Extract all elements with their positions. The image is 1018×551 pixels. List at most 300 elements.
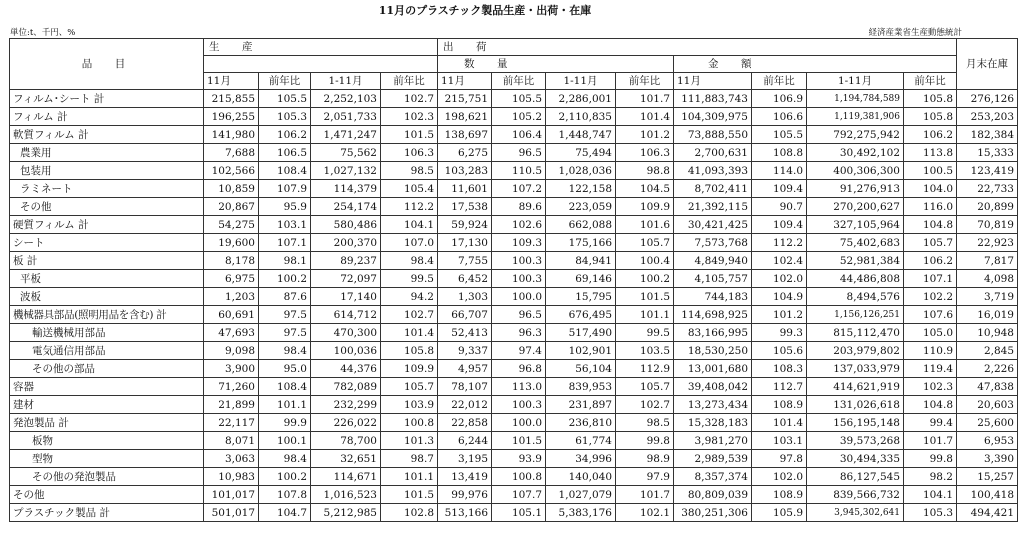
table-cell: 3,063: [204, 450, 259, 468]
header-amt-month: 11月: [674, 73, 752, 90]
table-cell: 101.7: [616, 90, 674, 108]
table-cell: 99.8: [904, 450, 957, 468]
header-prod-cum: 1-11月: [311, 73, 381, 90]
table-cell: 96.5: [492, 306, 546, 324]
table-cell: 10,983: [204, 468, 259, 486]
table-row: [10, 234, 1018, 252]
table-cell: 17,130: [438, 234, 492, 252]
table-cell: 112.7: [752, 378, 807, 396]
table-cell: 100.3: [492, 396, 546, 414]
table-row: [10, 306, 1018, 324]
table-cell: 1,027,079: [546, 486, 616, 504]
table-row: [10, 180, 1018, 198]
table-cell: 72,097: [311, 270, 381, 288]
table-cell: 16,019: [957, 306, 1018, 324]
table-cell: 110.9: [904, 342, 957, 360]
table-cell: 102.3: [904, 378, 957, 396]
table-cell: 517,490: [546, 324, 616, 342]
table-cell: 101.5: [381, 126, 438, 144]
table-row: [10, 270, 1018, 288]
header-qty-month: 11月: [438, 73, 492, 90]
table-cell: 8,071: [204, 432, 259, 450]
table-cell: 6,953: [957, 432, 1018, 450]
table-cell: 89.6: [492, 198, 546, 216]
table-cell: 87.6: [259, 288, 311, 306]
table-cell: 13,419: [438, 468, 492, 486]
row-label: 機械器具部品(照明用品を含む) 計: [10, 306, 204, 324]
table-cell: 69,146: [546, 270, 616, 288]
header-qty-cum-yoy: 前年比: [616, 73, 674, 90]
table-cell: 100,036: [311, 342, 381, 360]
table-cell: 60,691: [204, 306, 259, 324]
table-cell: 7,573,768: [674, 234, 752, 252]
table-cell: 3,719: [957, 288, 1018, 306]
table-cell: 108.9: [752, 396, 807, 414]
table-cell: 4,105,757: [674, 270, 752, 288]
table-cell: 96.5: [492, 144, 546, 162]
row-label: 平板: [10, 270, 204, 288]
table-cell: 1,303: [438, 288, 492, 306]
table-row: [10, 144, 1018, 162]
table-cell: 414,621,919: [807, 378, 904, 396]
table-cell: 21,392,115: [674, 198, 752, 216]
table-cell: 90.7: [752, 198, 807, 216]
header-item: 品 目: [10, 39, 204, 90]
table-cell: 253,203: [957, 108, 1018, 126]
table-cell: 101.5: [381, 486, 438, 504]
table-cell: 138,697: [438, 126, 492, 144]
table-cell: 6,452: [438, 270, 492, 288]
table-row: [10, 108, 1018, 126]
table-cell: 56,104: [546, 360, 616, 378]
table-cell: 15,328,183: [674, 414, 752, 432]
table-cell: 70,819: [957, 216, 1018, 234]
table-row: [10, 396, 1018, 414]
table-row: [10, 324, 1018, 342]
table-cell: 22,858: [438, 414, 492, 432]
table-cell: 215,855: [204, 90, 259, 108]
row-label: 輸送機械用部品: [10, 324, 204, 342]
page-title: 11月のプラスチック製品生産・出荷・在庫: [378, 4, 592, 17]
table-cell: 107.1: [904, 270, 957, 288]
table-cell: 99.4: [904, 414, 957, 432]
table-cell: 104.0: [904, 180, 957, 198]
table-cell: 78,700: [311, 432, 381, 450]
source-note: 経済産業省生産動態統計: [868, 28, 962, 38]
table-cell: 52,981,384: [807, 252, 904, 270]
table-cell: 105.5: [752, 126, 807, 144]
table-cell: 223,059: [546, 198, 616, 216]
table-cell: 1,027,132: [311, 162, 381, 180]
table-cell: 114,698,925: [674, 306, 752, 324]
table-cell: 8,702,411: [674, 180, 752, 198]
table-cell: 580,486: [311, 216, 381, 234]
table-cell: 839,953: [546, 378, 616, 396]
table-cell: 8,178: [204, 252, 259, 270]
table-cell: 4,957: [438, 360, 492, 378]
table-cell: 91,276,913: [807, 180, 904, 198]
table-cell: 93.9: [492, 450, 546, 468]
table-cell: 101.1: [616, 306, 674, 324]
table-cell: 1,028,036: [546, 162, 616, 180]
table-cell: 6,244: [438, 432, 492, 450]
table-cell: 98.4: [259, 342, 311, 360]
table-cell: 30,492,102: [807, 144, 904, 162]
table-cell: 101.3: [381, 432, 438, 450]
table-cell: 100,418: [957, 486, 1018, 504]
table-cell: 97.4: [492, 342, 546, 360]
table-cell: 108.4: [259, 378, 311, 396]
table-cell: 1,119,381,906: [807, 108, 904, 126]
table-cell: 101,017: [204, 486, 259, 504]
table-cell: 102.4: [752, 252, 807, 270]
table-cell: 21,899: [204, 396, 259, 414]
header-amt-cum: 1-11月: [807, 73, 904, 90]
table-cell: 20,603: [957, 396, 1018, 414]
table-cell: 101.1: [259, 396, 311, 414]
table-cell: 501,017: [204, 504, 259, 522]
table-cell: 102,566: [204, 162, 259, 180]
table-cell: 103.1: [259, 216, 311, 234]
row-label: 包装用: [10, 162, 204, 180]
table-cell: 131,026,618: [807, 396, 904, 414]
table-cell: 8,357,374: [674, 468, 752, 486]
table-row: [10, 288, 1018, 306]
table-cell: 47,838: [957, 378, 1018, 396]
table-cell: 105.4: [381, 180, 438, 198]
table-cell: 106.4: [492, 126, 546, 144]
table-cell: 101.7: [904, 432, 957, 450]
table-cell: 84,941: [546, 252, 616, 270]
table-cell: 30,494,335: [807, 450, 904, 468]
table-cell: 102.2: [904, 288, 957, 306]
table-cell: 2,252,103: [311, 90, 381, 108]
table-cell: 15,795: [546, 288, 616, 306]
row-label: 型物: [10, 450, 204, 468]
table-cell: 100.8: [381, 414, 438, 432]
table-cell: 236,810: [546, 414, 616, 432]
table-cell: 10,948: [957, 324, 1018, 342]
table-cell: 101.5: [492, 432, 546, 450]
table-cell: 105.7: [616, 378, 674, 396]
table-cell: 99.5: [381, 270, 438, 288]
table-cell: 2,226: [957, 360, 1018, 378]
table-cell: 78,107: [438, 378, 492, 396]
table-cell: 112.2: [381, 198, 438, 216]
table-cell: 39,408,042: [674, 378, 752, 396]
table-cell: 113.8: [904, 144, 957, 162]
table-cell: 513,166: [438, 504, 492, 522]
table-cell: 13,273,434: [674, 396, 752, 414]
table-cell: 141,980: [204, 126, 259, 144]
table-cell: 101.5: [616, 288, 674, 306]
table-cell: 97.9: [616, 468, 674, 486]
table-cell: 83,166,995: [674, 324, 752, 342]
table-cell: 103.5: [616, 342, 674, 360]
table-cell: 17,140: [311, 288, 381, 306]
table-cell: 1,448,747: [546, 126, 616, 144]
table-cell: 66,707: [438, 306, 492, 324]
table-cell: 107.7: [492, 486, 546, 504]
table-cell: 105.7: [904, 234, 957, 252]
table-cell: 102.6: [492, 216, 546, 234]
table-cell: 89,237: [311, 252, 381, 270]
table-cell: 32,651: [311, 450, 381, 468]
table-cell: 98.7: [381, 450, 438, 468]
table-cell: 98.9: [616, 450, 674, 468]
table-cell: 3,945,302,641: [807, 504, 904, 522]
table-cell: 59,924: [438, 216, 492, 234]
table-cell: 109.9: [381, 360, 438, 378]
table-cell: 44,376: [311, 360, 381, 378]
table-cell: 25,600: [957, 414, 1018, 432]
table-cell: 662,088: [546, 216, 616, 234]
table-row: [10, 162, 1018, 180]
table-cell: 107.0: [381, 234, 438, 252]
table-cell: 105.8: [904, 90, 957, 108]
table-cell: 7,688: [204, 144, 259, 162]
table-cell: 99.3: [752, 324, 807, 342]
table-cell: 75,494: [546, 144, 616, 162]
unit-note: 単位:t、千円、%: [10, 28, 76, 38]
table-cell: 104.1: [381, 216, 438, 234]
table-cell: 614,712: [311, 306, 381, 324]
table-cell: 103,283: [438, 162, 492, 180]
table-cell: 109.9: [616, 198, 674, 216]
table-cell: 54,275: [204, 216, 259, 234]
table-cell: 71,260: [204, 378, 259, 396]
table-cell: 98.8: [616, 162, 674, 180]
row-label: 波板: [10, 288, 204, 306]
table-cell: 203,979,802: [807, 342, 904, 360]
table-cell: 113.0: [492, 378, 546, 396]
table-cell: 111,883,743: [674, 90, 752, 108]
table-cell: 106.3: [381, 144, 438, 162]
table-cell: 100.1: [259, 432, 311, 450]
table-cell: 105.6: [752, 342, 807, 360]
header-production: 生 産: [204, 39, 438, 56]
table-cell: 104,309,975: [674, 108, 752, 126]
table-row: [10, 342, 1018, 360]
table-cell: 103.9: [381, 396, 438, 414]
table-cell: 100.4: [616, 252, 674, 270]
table-cell: 100.3: [492, 270, 546, 288]
table-cell: 196,255: [204, 108, 259, 126]
table-cell: 5,383,176: [546, 504, 616, 522]
table-cell: 105.3: [904, 504, 957, 522]
row-label: 硬質フィルム 計: [10, 216, 204, 234]
table-cell: 782,089: [311, 378, 381, 396]
table-cell: 380,251,306: [674, 504, 752, 522]
table-cell: 8,494,576: [807, 288, 904, 306]
table-row: [10, 378, 1018, 396]
table-cell: 9,098: [204, 342, 259, 360]
table-cell: 470,300: [311, 324, 381, 342]
table-cell: 104.9: [752, 288, 807, 306]
table-cell: 19,600: [204, 234, 259, 252]
table-cell: 2,700,631: [674, 144, 752, 162]
row-label: 建材: [10, 396, 204, 414]
table-cell: 98.5: [381, 162, 438, 180]
table-cell: 102.0: [752, 270, 807, 288]
table-cell: 676,495: [546, 306, 616, 324]
table-cell: 114,671: [311, 468, 381, 486]
table-cell: 102.7: [616, 396, 674, 414]
table-row: [10, 504, 1018, 522]
table-cell: 99.9: [259, 414, 311, 432]
table-body: [10, 90, 1018, 522]
table-cell: 102,901: [546, 342, 616, 360]
table-cell: 839,566,732: [807, 486, 904, 504]
row-label: その他: [10, 198, 204, 216]
table-cell: 4,849,940: [674, 252, 752, 270]
table-cell: 108.9: [752, 486, 807, 504]
table-cell: 107.1: [259, 234, 311, 252]
table-cell: 17,538: [438, 198, 492, 216]
header-inventory: 月末在庫: [957, 39, 1018, 90]
table-cell: 4,098: [957, 270, 1018, 288]
table-cell: 61,774: [546, 432, 616, 450]
row-label: ラミネート: [10, 180, 204, 198]
table-cell: 792,275,942: [807, 126, 904, 144]
table-cell: 105.5: [492, 90, 546, 108]
table-row: [10, 216, 1018, 234]
table-cell: 109.4: [752, 216, 807, 234]
table-cell: 3,900: [204, 360, 259, 378]
row-label: その他: [10, 486, 204, 504]
header-qty-yoy: 前年比: [492, 73, 546, 90]
table-cell: 101.4: [752, 414, 807, 432]
table-cell: 1,156,126,251: [807, 306, 904, 324]
table-cell: 102.7: [381, 90, 438, 108]
table-cell: 102.3: [381, 108, 438, 126]
table-cell: 75,562: [311, 144, 381, 162]
row-label: フィルム 計: [10, 108, 204, 126]
row-label: 電気通信用部品: [10, 342, 204, 360]
table-cell: 106.9: [752, 90, 807, 108]
table-cell: 99.5: [616, 324, 674, 342]
table-cell: 101.6: [616, 216, 674, 234]
table-cell: 107.8: [259, 486, 311, 504]
table-row: [10, 90, 1018, 108]
table-cell: 47,693: [204, 324, 259, 342]
table-cell: 200,370: [311, 234, 381, 252]
table-cell: 2,845: [957, 342, 1018, 360]
table-cell: 75,402,683: [807, 234, 904, 252]
table-cell: 20,867: [204, 198, 259, 216]
table-cell: 106.6: [752, 108, 807, 126]
table-cell: 96.3: [492, 324, 546, 342]
table-cell: 34,996: [546, 450, 616, 468]
table-cell: 22,117: [204, 414, 259, 432]
table-cell: 98.2: [904, 468, 957, 486]
table-cell: 119.4: [904, 360, 957, 378]
table-cell: 122,158: [546, 180, 616, 198]
table-cell: 104.1: [904, 486, 957, 504]
table-cell: 44,486,808: [807, 270, 904, 288]
table-cell: 52,413: [438, 324, 492, 342]
table-cell: 105.8: [904, 108, 957, 126]
table-cell: 105.7: [616, 234, 674, 252]
table-cell: 105.5: [259, 90, 311, 108]
row-label: 農業用: [10, 144, 204, 162]
table-cell: 30,421,425: [674, 216, 752, 234]
table-cell: 100.8: [492, 468, 546, 486]
table-cell: 270,200,627: [807, 198, 904, 216]
table-cell: 108.3: [752, 360, 807, 378]
table-cell: 100.2: [259, 270, 311, 288]
table-cell: 226,022: [311, 414, 381, 432]
table-cell: 104.8: [904, 216, 957, 234]
table-cell: 2,110,835: [546, 108, 616, 126]
table-cell: 100.2: [616, 270, 674, 288]
table-cell: 103.1: [752, 432, 807, 450]
table-cell: 276,126: [957, 90, 1018, 108]
table-cell: 106.2: [904, 126, 957, 144]
table-cell: 123,419: [957, 162, 1018, 180]
table-cell: 5,212,985: [311, 504, 381, 522]
table-cell: 73,888,550: [674, 126, 752, 144]
table-cell: 95.9: [259, 198, 311, 216]
table-cell: 99.8: [616, 432, 674, 450]
header-amount: 金 額: [674, 56, 957, 73]
table-cell: 102.8: [381, 504, 438, 522]
table-cell: 99,976: [438, 486, 492, 504]
row-label: その他の発泡製品: [10, 468, 204, 486]
row-label: 容器: [10, 378, 204, 396]
table-cell: 137,033,979: [807, 360, 904, 378]
table-cell: 100.5: [904, 162, 957, 180]
table-cell: 110.5: [492, 162, 546, 180]
table-cell: 100.0: [492, 414, 546, 432]
row-label: 板 計: [10, 252, 204, 270]
table-cell: 41,093,393: [674, 162, 752, 180]
table-cell: 815,112,470: [807, 324, 904, 342]
table-cell: 106.3: [616, 144, 674, 162]
table-row: [10, 432, 1018, 450]
header-amt-cum-yoy: 前年比: [904, 73, 957, 90]
table-cell: 494,421: [957, 504, 1018, 522]
table-cell: 175,166: [546, 234, 616, 252]
table-cell: 15,257: [957, 468, 1018, 486]
table-cell: 22,012: [438, 396, 492, 414]
row-label: プラスチック製品 計: [10, 504, 204, 522]
table-cell: 6,975: [204, 270, 259, 288]
table-cell: 22,733: [957, 180, 1018, 198]
table-cell: 116.0: [904, 198, 957, 216]
table-cell: 107.2: [492, 180, 546, 198]
table-cell: 108.8: [752, 144, 807, 162]
header-quantity: 数 量: [438, 56, 674, 73]
table-cell: 80,809,039: [674, 486, 752, 504]
table-cell: 101.4: [381, 324, 438, 342]
table-cell: 6,275: [438, 144, 492, 162]
table-cell: 140,040: [546, 468, 616, 486]
table-cell: 101.2: [752, 306, 807, 324]
table-cell: 22,923: [957, 234, 1018, 252]
table-cell: 102.1: [616, 504, 674, 522]
table-row: [10, 360, 1018, 378]
table-cell: 11,601: [438, 180, 492, 198]
table-cell: 109.3: [492, 234, 546, 252]
table-cell: 114,379: [311, 180, 381, 198]
table-cell: 232,299: [311, 396, 381, 414]
header-prod-cum-yoy: 前年比: [381, 73, 438, 90]
table-row: [10, 198, 1018, 216]
table-cell: 3,981,270: [674, 432, 752, 450]
header-row-1: [10, 39, 1018, 56]
table-cell: 105.7: [381, 378, 438, 396]
